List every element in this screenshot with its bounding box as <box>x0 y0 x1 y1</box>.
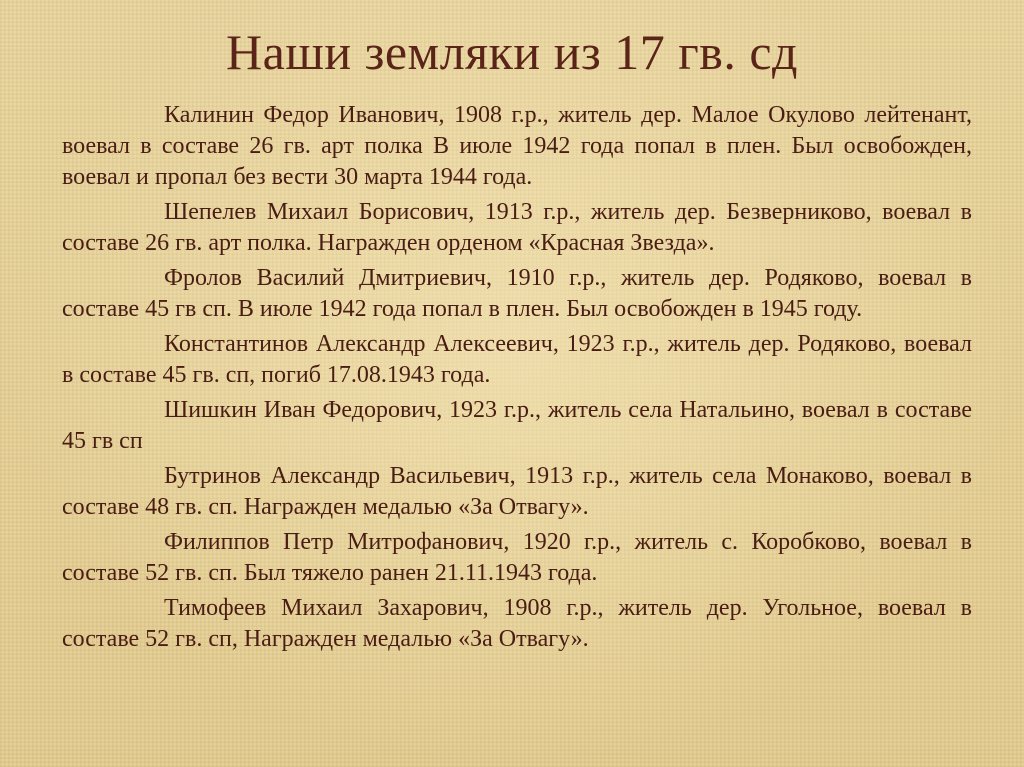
entry-frolov: Фролов Василий Дмитриевич, 1910 г.р., житель дер. Родяково, воевал в составе 45 гв сп. В июле 1942 года попал в плен. Был освобожден в 1945 году. <box>62 265 972 322</box>
slide-body <box>62 100 972 659</box>
entry-shepelev: Шепелев Михаил Борисович, 1913 г.р., житель дер. Безверниково, воевал в составе 26 гв. арт полка. Награжден орденом «Красная Звезда». <box>62 199 972 256</box>
entry-shishkin: Шишкин Иван Федорович, 1923 г.р., житель села Натальино, воевал в составе 45 гв сп <box>62 397 972 454</box>
entry-timofeev: Тимофеев Михаил Захарович, 1908 г.р., житель дер. Угольное, воевал в составе 52 гв. сп, Награжден медалью «За Отвагу». <box>62 595 972 652</box>
entry-butrinov: Бутринов Александр Васильевич, 1913 г.р., житель села Монаково, воевал в составе 48 гв. сп. Награжден медалью «За Отвагу». <box>62 463 972 520</box>
entry-kalinin: Калинин Федор Иванович, 1908 г.р., житель дер. Малое Окулово лейтенант, воевал в составе 26 гв. арт полка В июле 1942 года попал в плен. Был освобожден, воевал и пропал без вести 30 марта 1944 года. <box>62 102 972 190</box>
entry-konstantinov: Константинов Александр Алексеевич, 1923 г.р., житель дер. Родяково, воевал в составе 45 гв. сп, погиб 17.08.1943 года. <box>62 331 972 388</box>
slide-title: Наши земляки из 17 гв. сд <box>226 24 798 80</box>
entry-filippov: Филиппов Петр Митрофанович, 1920 г.р., житель с. Коробково, воевал в составе 52 гв. сп. Был тяжело ранен 21.11.1943 года. <box>62 529 972 586</box>
